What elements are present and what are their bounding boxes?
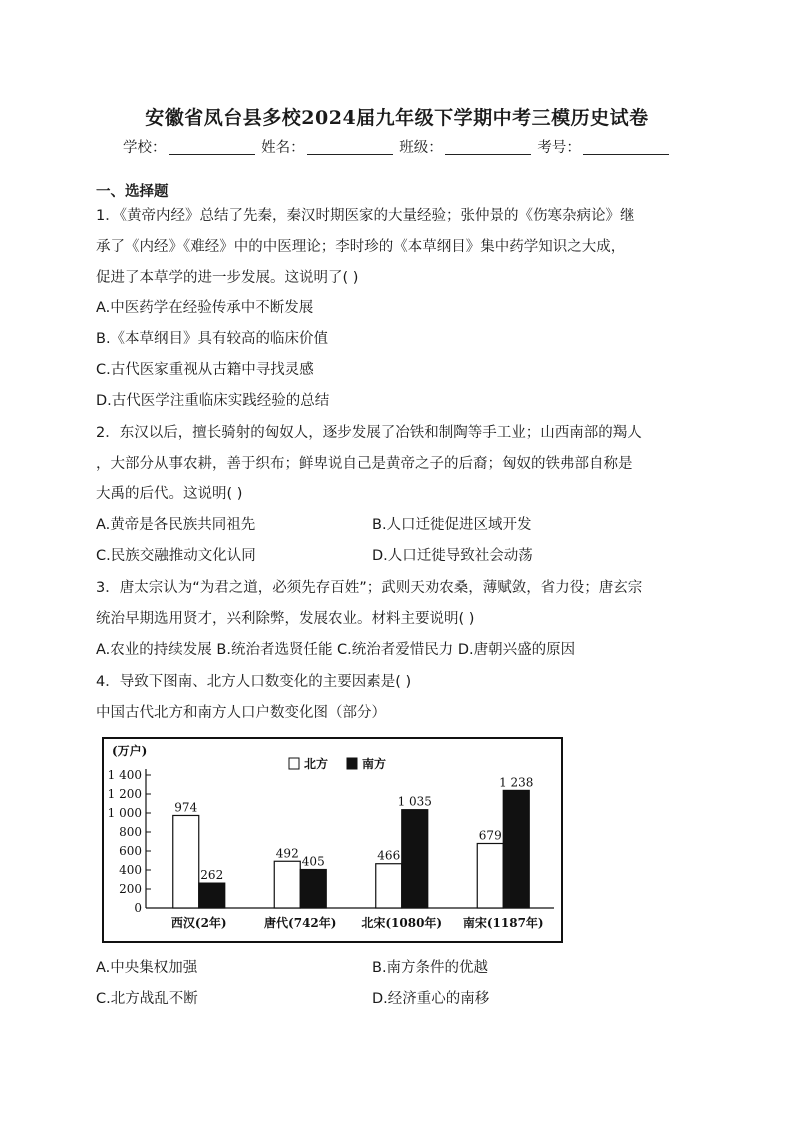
bar-south: [402, 810, 428, 908]
q1-line-1: 1．《黄帝内经》总结了先秦，秦汉时期医家的大量经验；张仲景的《伤寒杂病论》继: [96, 208, 635, 224]
bar-value-label: 405: [301, 854, 325, 869]
bar-value-label: 1 238: [499, 775, 534, 790]
q2-option-a: A.黄帝是各民族共同祖先: [96, 517, 256, 533]
legend-swatch-north: [289, 758, 299, 769]
q2-option-d: D.人口迁徙导致社会动荡: [372, 548, 533, 564]
name-blank[interactable]: [307, 140, 393, 155]
x-category-label: 南宋(1187年): [462, 916, 544, 930]
section-heading: 一、选择题: [96, 184, 169, 200]
q3-line-2: 统治早期选用贤才，兴利除弊，发展农业。材料主要说明( ): [96, 611, 475, 627]
q1-option-b: B.《本草纲目》具有较高的临床价值: [96, 331, 329, 347]
bar-value-label: 679: [478, 828, 502, 843]
q4-option-c: C.北方战乱不断: [96, 991, 198, 1007]
class-blank[interactable]: [445, 140, 531, 155]
q4-option-a: A.中央集权加强: [96, 960, 198, 976]
y-tick-label: 1 000: [107, 806, 142, 820]
population-chart-frame: [102, 737, 563, 943]
bar-south: [503, 790, 529, 908]
bar-north: [173, 815, 199, 908]
q1-line-3: 促进了本草学的进一步发展。这说明了( ): [96, 270, 359, 286]
q1-line-2: 承了《内经》《难经》中的中医理论；李时珍的《本草纲目》集中药学知识之大成，: [96, 239, 626, 255]
y-tick-label: 1 200: [107, 787, 142, 801]
student-info-row: [123, 136, 671, 157]
bar-north: [477, 843, 503, 908]
q1-option-d: D.古代医学注重临床实践经验的总结: [96, 393, 330, 409]
school-label: 学校：: [123, 140, 167, 156]
q2-line-2: ，大部分从事农耕，善于织布；鲜卑说自己是黄帝之子的后裔；匈奴的铁弗部自称是: [96, 456, 633, 472]
legend-label-south: 南方: [362, 757, 387, 771]
bar-value-label: 974: [174, 800, 198, 815]
legend-label-north: 北方: [304, 757, 329, 771]
q2-line-3: 大禹的后代。这说明( ): [96, 486, 243, 502]
number-label: 考号：: [537, 140, 581, 156]
bar-value-label: 1 035: [397, 794, 432, 809]
y-tick-label: 800: [119, 825, 142, 839]
number-blank[interactable]: [583, 140, 669, 155]
bar-south: [199, 883, 225, 908]
exam-title: 安徽省凤台县多校2024届九年级下学期中考三模历史试卷: [145, 107, 649, 129]
q1-option-c: C.古代医家重视从古籍中寻找灵感: [96, 362, 314, 378]
legend-swatch-south: [347, 758, 357, 769]
x-category-label: 北宋(1080年): [361, 916, 443, 930]
x-category-label: 西汉(2年): [170, 916, 227, 930]
y-tick-label: 1 400: [107, 768, 142, 782]
q2-option-c: C.民族交融推动文化认同: [96, 548, 256, 564]
y-tick-label: 400: [119, 863, 142, 877]
q4-stem: 4．导致下图南、北方人口数变化的主要因素是( ): [96, 674, 412, 690]
population-bar-chart: [104, 739, 561, 941]
y-tick-label: 0: [134, 901, 142, 915]
q2-option-b: B.人口迁徙促进区域开发: [372, 517, 532, 533]
bar-value-label: 492: [275, 846, 299, 861]
q4-option-b: B.南方条件的优越: [372, 960, 489, 976]
class-label: 班级：: [399, 140, 443, 156]
bar-value-label: 262: [200, 868, 224, 883]
q3-line-1: 3．唐太宗认为“为君之道，必须先存百姓”；武则天劝农桑，薄赋敛，省力役；唐玄宗: [96, 580, 643, 596]
bar-north: [274, 861, 300, 908]
q4-chart-caption: 中国古代北方和南方人口户数变化图（部分）: [96, 705, 386, 721]
school-blank[interactable]: [169, 140, 255, 155]
name-label: 姓名：: [261, 140, 305, 156]
y-unit-label: (万户): [112, 744, 148, 758]
bar-south: [300, 870, 326, 908]
y-tick-label: 200: [119, 882, 142, 896]
bar-north: [376, 864, 402, 908]
bar-value-label: 466: [377, 848, 401, 863]
q3-options: A.农业的持续发展 B.统治者选贤任能 C.统治者爱惜民力 D.唐朝兴盛的原因: [96, 642, 576, 658]
q4-option-d: D.经济重心的南移: [372, 991, 490, 1007]
q2-line-1: 2．东汉以后，擅长骑射的匈奴人，逐步发展了冶铁和制陶等手工业；山西南部的羯人: [96, 425, 642, 441]
x-category-label: 唐代(742年): [264, 916, 337, 930]
y-tick-label: 600: [119, 844, 142, 858]
q1-option-a: A.中医药学在经验传承中不断发展: [96, 300, 314, 316]
